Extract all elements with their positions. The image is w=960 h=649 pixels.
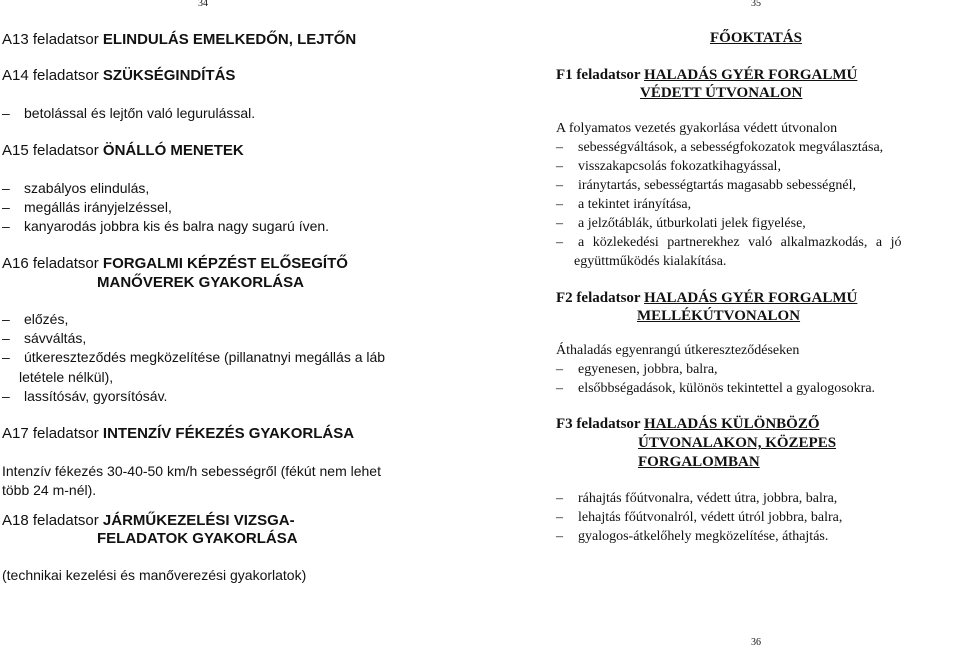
a18-heading [2, 512, 295, 529]
a15-title: ÖNÁLLÓ MENETEK [102, 142, 244, 159]
a16-item-3: – útkereszteződés megközelítése (pillanatnyi megállás a láb [2, 349, 414, 365]
a13-prefix: A13 feladatsor [2, 31, 103, 48]
f3-item-2: – lehajtás főútvonalról, védett útról jobbra, balra, [556, 510, 842, 526]
f1-item-6: – a közlekedési partnerekhez való alkalmazkodás, a jó [556, 235, 958, 251]
a14-item-1: – betolással és lejtőn való legurulással. [2, 105, 255, 121]
f1-intro: A folyamatos vezetés gyakorlása védett útvonalon [556, 121, 838, 136]
f1-item-6-continuation: együttműködés kialakítása. [574, 254, 727, 269]
a16-item-3-continuation: letétele nélkül), [19, 369, 114, 385]
f2-title-line-2: MELLÉKÚTVONALON [637, 308, 801, 324]
a14-heading [2, 67, 235, 84]
a17-prefix: A17 feladatsor [2, 425, 103, 442]
f1-prefix: F1 feladatsor [556, 67, 645, 83]
a15-prefix: A15 feladatsor [2, 142, 103, 159]
f3-title-line-1: HALADÁS KÜLÖNBÖZŐ [644, 416, 820, 432]
f2-title-line-1: HALADÁS GYÉR FORGALMÚ [644, 290, 858, 306]
f3-item-1: – ráhajtás főútvonalra, védett útra, jobbra, balra, [556, 491, 837, 507]
a15-heading [2, 142, 244, 159]
f3-title-line-2: ÚTVONALAKON, KÖZEPES [638, 435, 837, 451]
f1-title-line-2: VÉDETT ÚTVONALON [640, 85, 803, 101]
page-number-bottom: 36 [751, 637, 761, 648]
a16-prefix: A16 feladatsor [2, 255, 103, 272]
f2-heading [556, 290, 857, 307]
f3-heading [556, 416, 820, 433]
a15-item-2: – megállás irányjelzéssel, [2, 199, 172, 215]
f3-item-3: – gyalogos-átkelőhely megközelítése, áthajtás. [556, 529, 828, 545]
main-heading: FŐOKTATÁS [710, 30, 802, 46]
a18-title-line-2: FELADATOK GYAKORLÁSA [97, 530, 298, 547]
page-number-left: 34 [198, 0, 208, 9]
a16-item-2: – sávváltás, [2, 330, 86, 346]
a16-title-line-2: MANŐVEREK GYAKORLÁSA [97, 274, 304, 291]
f1-heading [556, 67, 857, 84]
a14-title: SZÜKSÉGINDÍTÁS [102, 67, 236, 84]
a18-title-line-1: JÁRMŰKEZELÉSI VIZSGA- [102, 512, 295, 529]
a14-prefix: A14 feladatsor [2, 67, 103, 84]
f1-item-2: – visszakapcsolás fokozatkihagyással, [556, 159, 781, 175]
f2-item-2: – elsőbbségadások, különös tekintettel a gyalogosokra. [556, 381, 875, 397]
a15-item-3: – kanyarodás jobbra kis és balra nagy sugarú íven. [2, 218, 329, 234]
a16-title-line-1: FORGALMI KÉPZÉST ELŐSEGÍTŐ [102, 255, 348, 272]
a16-heading [2, 255, 348, 272]
f2-item-1: – egyenesen, jobbra, balra, [556, 362, 718, 378]
page-number-right: 35 [751, 0, 761, 9]
a13-title: ELINDULÁS EMELKEDŐN, LEJTŐN [102, 31, 357, 48]
f2-prefix: F2 feladatsor [556, 290, 645, 306]
a17-heading [2, 425, 354, 442]
a16-item-4: – lassítósáv, gyorsítósáv. [2, 388, 167, 404]
f1-item-5: – a jelzőtáblák, útburkolati jelek figyelése, [556, 216, 806, 232]
a15-item-1: – szabályos elindulás, [2, 180, 149, 196]
a18-prefix: A18 feladatsor [2, 512, 103, 529]
f2-intro: Áthaladás egyenrangú útkereszteződéseken [556, 343, 800, 358]
f1-item-1: – sebességváltások, a sebességfokozatok megválasztása, [556, 140, 883, 156]
f1-item-4: – a tekintet irányítása, [556, 197, 691, 213]
a17-title: INTENZÍV FÉKEZÉS GYAKORLÁSA [102, 425, 355, 442]
f3-title-line-3: FORGALOMBAN [638, 454, 760, 470]
a17-body-line-1: Intenzív fékezés 30-40-50 km/h sebességről (fékút nem lehet [2, 463, 381, 479]
a17-body-line-2: több 24 m-nél). [2, 482, 97, 498]
a13-heading [2, 31, 356, 48]
a16-item-1: – előzés, [2, 311, 68, 327]
f1-title-line-1: HALADÁS GYÉR FORGALMÚ [644, 67, 858, 83]
f1-item-3: – iránytartás, sebességtartás magasabb sebességnél, [556, 178, 856, 194]
a18-note: (technikai kezelési és manőverezési gyakorlatok) [2, 567, 307, 583]
f3-prefix: F3 feladatsor [556, 416, 645, 432]
